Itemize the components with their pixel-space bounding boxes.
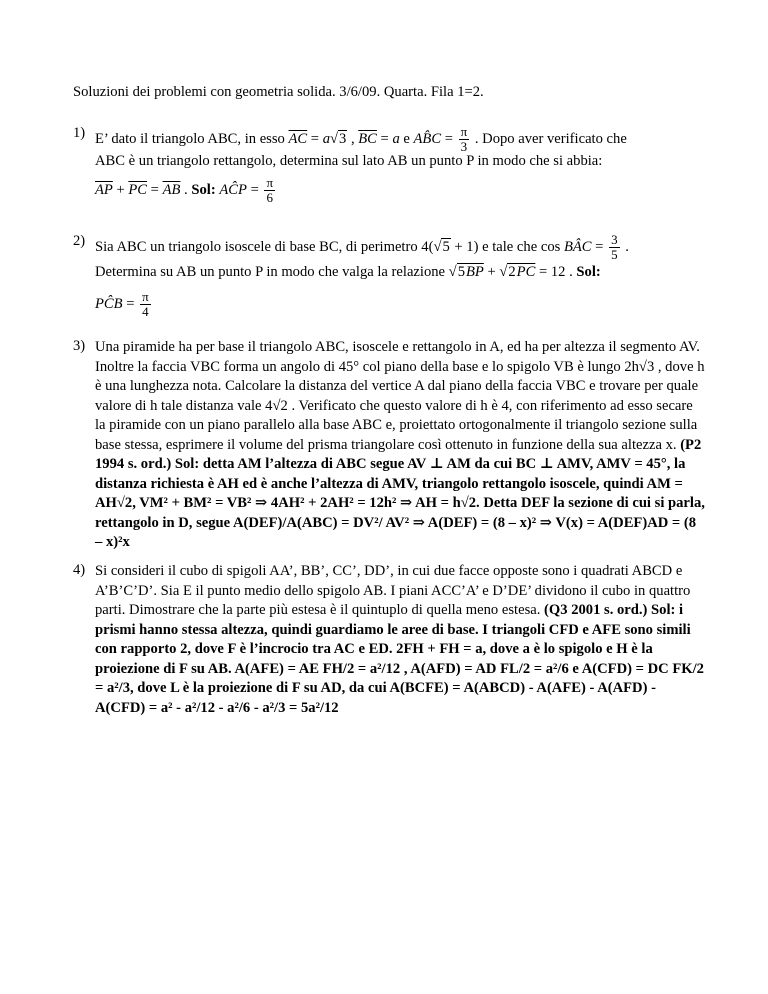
problem-4-body (95, 562, 705, 718)
problem-3-solution: (P2 1994 s. ord.) Sol: detta AM l’altezza di ABC segue AV ⊥ AM da cui BC ⊥ AMV, AMV = 45°, la distanza richiesta è AH ed è anche l’altezza di AMV, triangolo rettangolo isoscele, quindi AM = AH√2, VM² + BM² = VB² ⇒ 4AH² + 2AH² = 12h² ⇒ AH = h√2. Detta DEF la sezione di cui si parla, rettangolo in D, segue A(DEF)/A(ABC) = DV²/ AV² ⇒ A(DEF) = (8 – x)² ⇒ V(x) = A(DEF)AD = (8 – x)²x (95, 436, 705, 550)
problem-4-number: 4) (73, 562, 86, 578)
problem-1-line-3: $\overline{AP} + \overline{PC} = \overline{AB}$ . Sol: AĈP = $\frac{\pi}{6}$ (95, 175, 274, 205)
problem-1-number: 1) (73, 125, 86, 141)
problem-3-body (95, 338, 705, 553)
problem-2-number: 2) (73, 233, 86, 249)
document-header: Soluzioni dei problemi con geometria solida. 3/6/09. Quarta. Fila 1=2. (73, 84, 484, 100)
problem-4-solution: (Q3 2001 s. ord.) Sol: i prismi hanno stessa altezza, quindi guardiamo le aree di base. I triangoli CFD e AFE sono simili con rapporto 2, dove F è l’incrocio tra AC e ED. 2FH + FH = a, dove a è lo spigolo e H è la proiezione di F su AB. A(AFE) = AE FH/2 = a²/12 , A(AFD) = AD FL/2 = a²/6 e A(CFD) = DC FK/2 = a²/3, dove L è la proiezione di F su AD, da cui A(BCFE) = A(ABCD) - A(AFE) - A(AFD) - A(CFD) = a² - a²/12 - a²/6 - a²/3 = 5a²/12 (95, 602, 704, 716)
problem-1-line-1: E’ dato il triangolo ABC, in esso $\overline{AC} = a√3$ , $\overline{BC} = a$ e AB̂C = $\frac{\pi}{3}$ . Dopo aver verificato che (95, 124, 627, 154)
problem-2-line-3: PĈB = $\frac{\pi}{4}$ (95, 289, 149, 319)
problem-2-line-1: Sia ABC un triangolo isoscele di base BC, di perimetro 4(√5 + 1) e tale che cos BÂC = $\frac{3}{5}$ . (95, 232, 629, 262)
problem-3-number: 3) (73, 338, 86, 354)
problem-4-text: Si consideri il cubo di spigoli AA’, BB’, CC’, DD’, in cui due facce opposte sono i quadrati ABCD e A’B’C’D’. Sia E il punto medio dello spigolo AB. I piani ACC’A’ e D’DE’ dividono il cubo in quattro parti. Dimostrare che la parte più estesa è il quintuplo di quella meno estesa. (95, 563, 691, 618)
problem-3-text: Una piramide ha per base il triangolo ABC, isoscele e rettangolo in A, ed ha per altezza il segmento AV. Inoltre la faccia VBC forma un angolo di 45° col piano della base e lo spigolo VB è lungo 2h√3 , dove h è una lunghezza nota. Calcolare la distanza del vertice A dal piano della faccia VBC e trovare per quale valore di h tale distanza vale 4√2 . Verificato che questo valore di h è 4, con riferimento ad esso secare la piramide con un piano parallelo alla base ABC e, proiettato ortogonalmente il triangolo sezione sulla base stessa, esprimere il volume del prisma triangolare così ottenuto in funzione della sua altezza x. (95, 339, 705, 453)
problem-2-line-2: Determina su AB un punto P in modo che valga la relazione $√5\overline{BP} + √2\overline{PC} = 12$ . Sol: (95, 264, 601, 280)
problem-1-line-2: ABC è un triangolo rettangolo, determina sul lato AB un punto P in modo che si abbia: (95, 153, 603, 169)
